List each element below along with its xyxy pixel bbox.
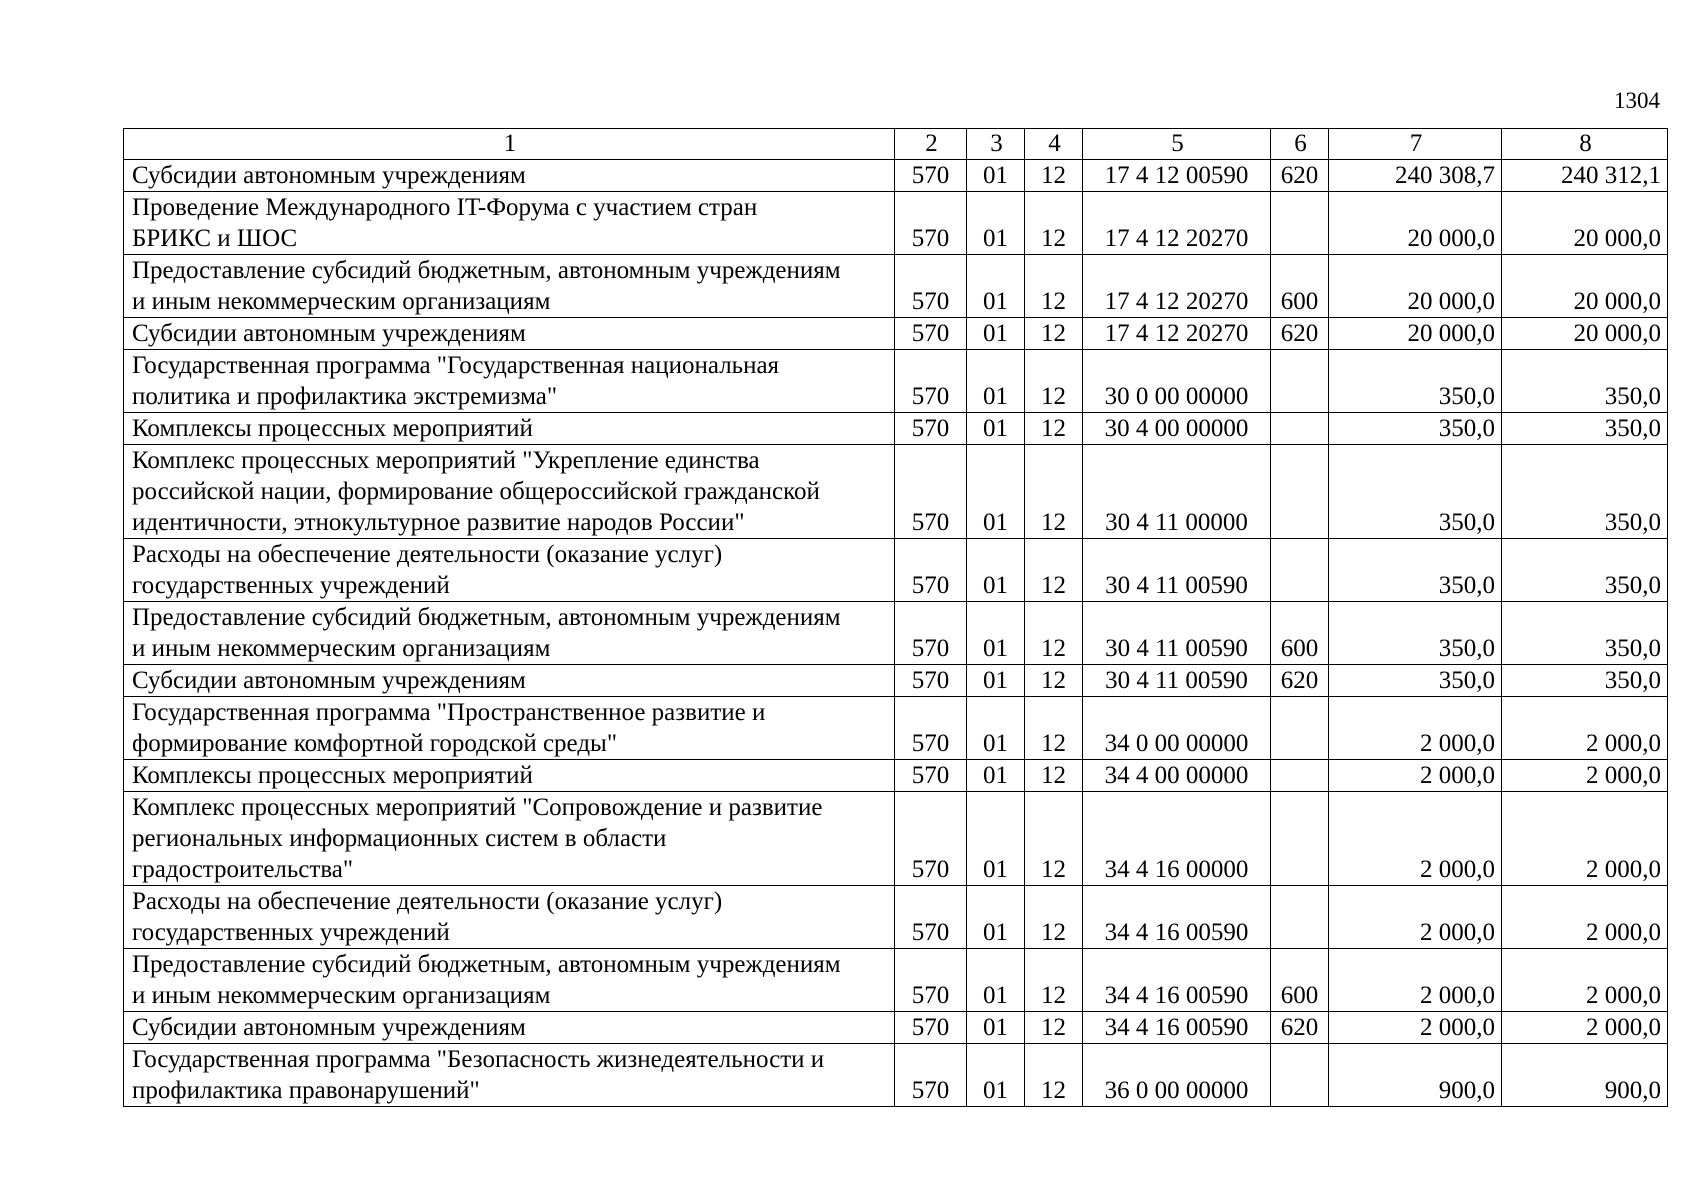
section-cell: 01 [967,1012,1025,1044]
page-number: 1304 [1614,88,1660,113]
target-article-cell: 34 4 16 00590 [1083,1012,1271,1044]
subsection-cell: 12 [1025,160,1083,192]
amount-year2-cell: 2 000,0 [1502,792,1668,886]
table-row [124,602,1668,665]
description-cell [124,697,895,760]
header-cell-6: 6 [1271,129,1329,160]
section-cell: 01 [967,886,1025,949]
description-line: Расходы на обеспечение деятельности (оказание услуг) [132,888,723,915]
expense-type-cell [1271,413,1329,445]
expense-type-cell [1271,697,1329,760]
target-article-cell: 30 0 00 00000 [1083,350,1271,413]
table-row [124,949,1668,1012]
section-cell: 01 [967,192,1025,255]
header-cell-8: 8 [1502,129,1668,160]
section-cell: 01 [967,792,1025,886]
amount-year1-cell: 900,0 [1329,1044,1502,1107]
code-cell: 570 [895,350,967,413]
section-cell: 01 [967,350,1025,413]
description-line: и иным некоммерческим организациям [132,288,551,315]
description-line: Предоставление субсидий бюджетным, автономным учреждениям [132,257,841,284]
section-cell: 01 [967,445,1025,539]
description-line: и иным некоммерческим организациям [132,982,551,1009]
amount-year1-cell: 2 000,0 [1329,760,1502,792]
description-line: Предоставление субсидий бюджетным, автономным учреждениям [132,604,841,631]
table-row [124,160,1668,192]
target-article-cell: 34 4 00 00000 [1083,760,1271,792]
amount-year2-cell: 2 000,0 [1502,697,1668,760]
target-article-cell: 30 4 11 00590 [1083,602,1271,665]
table-row [124,539,1668,602]
code-cell: 570 [895,949,967,1012]
amount-year1-cell: 20 000,0 [1329,255,1502,318]
amount-year1-cell: 2 000,0 [1329,949,1502,1012]
table-row [124,760,1668,792]
target-article-cell: 30 4 11 00590 [1083,539,1271,602]
section-cell: 01 [967,949,1025,1012]
description-cell [124,949,895,1012]
expense-type-cell: 600 [1271,602,1329,665]
subsection-cell: 12 [1025,697,1083,760]
target-article-cell: 17 4 12 20270 [1083,192,1271,255]
description-line: Субсидии автономным учреждениям [132,1014,526,1041]
table-row [124,886,1668,949]
description-cell [124,886,895,949]
amount-year2-cell: 2 000,0 [1502,949,1668,1012]
target-article-cell: 17 4 12 00590 [1083,160,1271,192]
subsection-cell: 12 [1025,1012,1083,1044]
code-cell: 570 [895,192,967,255]
expense-type-cell [1271,1044,1329,1107]
header-cell-2: 2 [895,129,967,160]
target-article-cell: 34 0 00 00000 [1083,697,1271,760]
subsection-cell: 12 [1025,760,1083,792]
description-line: Субсидии автономным учреждениям [132,320,526,347]
target-article-cell: 30 4 00 00000 [1083,413,1271,445]
code-cell: 570 [895,445,967,539]
description-line: государственных учреждений [132,572,450,599]
subsection-cell: 12 [1025,949,1083,1012]
header-cell-1: 1 [124,129,895,160]
section-cell: 01 [967,255,1025,318]
amount-year2-cell: 20 000,0 [1502,318,1668,350]
amount-year2-cell: 2 000,0 [1502,1012,1668,1044]
subsection-cell: 12 [1025,413,1083,445]
target-article-cell: 30 4 11 00000 [1083,445,1271,539]
amount-year2-cell: 350,0 [1502,602,1668,665]
expense-type-cell: 620 [1271,318,1329,350]
amount-year2-cell: 20 000,0 [1502,192,1668,255]
target-article-cell: 17 4 12 20270 [1083,255,1271,318]
amount-year1-cell: 350,0 [1329,445,1502,539]
expense-type-cell: 600 [1271,255,1329,318]
expense-type-cell [1271,760,1329,792]
description-line: Комплексы процессных мероприятий [132,762,533,789]
description-line: Комплекс процессных мероприятий "Сопровождение и развитие [132,794,823,821]
description-cell [124,539,895,602]
description-cell [124,160,895,192]
header-cell-5: 5 [1083,129,1271,160]
code-cell: 570 [895,602,967,665]
expense-type-cell: 600 [1271,949,1329,1012]
description-cell [124,792,895,886]
budget-table [123,128,1668,1107]
subsection-cell: 12 [1025,1044,1083,1107]
code-cell: 570 [895,160,967,192]
amount-year1-cell: 20 000,0 [1329,318,1502,350]
table-row [124,413,1668,445]
section-cell: 01 [967,665,1025,697]
description-cell [124,760,895,792]
code-cell: 570 [895,255,967,318]
target-article-cell: 34 4 16 00590 [1083,949,1271,1012]
target-article-cell: 30 4 11 00590 [1083,665,1271,697]
description-line: и иным некоммерческим организациям [132,635,551,662]
code-cell: 570 [895,413,967,445]
amount-year2-cell: 350,0 [1502,350,1668,413]
description-line: формирование комфортной городской среды" [132,730,618,757]
table-header-row [124,129,1668,160]
description-line: Комплекс процессных мероприятий "Укрепление единства [132,447,760,474]
description-line: Государственная программа "Государственная национальная [132,352,780,379]
subsection-cell: 12 [1025,318,1083,350]
table-row [124,1012,1668,1044]
expense-type-cell [1271,192,1329,255]
description-line: Государственная программа "Безопасность жизнедеятельности и [132,1046,825,1073]
subsection-cell: 12 [1025,792,1083,886]
amount-year2-cell: 900,0 [1502,1044,1668,1107]
description-cell [124,665,895,697]
target-article-cell: 17 4 12 20270 [1083,318,1271,350]
amount-year1-cell: 2 000,0 [1329,886,1502,949]
table-row [124,1044,1668,1107]
expense-type-cell [1271,539,1329,602]
description-line: профилактика правонарушений" [132,1077,480,1104]
subsection-cell: 12 [1025,602,1083,665]
target-article-cell: 34 4 16 00000 [1083,792,1271,886]
header-cell-7: 7 [1329,129,1502,160]
amount-year2-cell: 350,0 [1502,413,1668,445]
expense-type-cell: 620 [1271,665,1329,697]
description-cell [124,413,895,445]
description-cell [124,255,895,318]
description-cell [124,192,895,255]
description-cell [124,1012,895,1044]
description-cell [124,445,895,539]
expense-type-cell [1271,886,1329,949]
description-line: БРИКС и ШОС [132,225,298,252]
description-line: региональных информационных систем в области [132,825,667,852]
amount-year1-cell: 2 000,0 [1329,1012,1502,1044]
amount-year2-cell: 350,0 [1502,665,1668,697]
target-article-cell: 36 0 00 00000 [1083,1044,1271,1107]
header-cell-3: 3 [967,129,1025,160]
code-cell: 570 [895,760,967,792]
code-cell: 570 [895,1012,967,1044]
description-line: российской нации, формирование общероссийской гражданской [132,478,820,505]
subsection-cell: 12 [1025,350,1083,413]
table-row [124,445,1668,539]
amount-year1-cell: 240 308,7 [1329,160,1502,192]
amount-year1-cell: 350,0 [1329,539,1502,602]
table-row [124,665,1668,697]
section-cell: 01 [967,1044,1025,1107]
expense-type-cell: 620 [1271,1012,1329,1044]
description-cell [124,1044,895,1107]
code-cell: 570 [895,886,967,949]
subsection-cell: 12 [1025,445,1083,539]
section-cell: 01 [967,318,1025,350]
amount-year2-cell: 2 000,0 [1502,886,1668,949]
amount-year1-cell: 350,0 [1329,413,1502,445]
expense-type-cell: 620 [1271,160,1329,192]
code-cell: 570 [895,665,967,697]
expense-type-cell [1271,445,1329,539]
amount-year2-cell: 350,0 [1502,539,1668,602]
description-line: политика и профилактика экстремизма" [132,383,558,410]
subsection-cell: 12 [1025,886,1083,949]
code-cell: 570 [895,792,967,886]
amount-year1-cell: 2 000,0 [1329,792,1502,886]
description-line: Проведение Международного IT-Форума с участием стран [132,194,758,221]
code-cell: 570 [895,697,967,760]
description-cell [124,318,895,350]
amount-year2-cell: 350,0 [1502,445,1668,539]
subsection-cell: 12 [1025,255,1083,318]
section-cell: 01 [967,697,1025,760]
table-row [124,350,1668,413]
code-cell: 570 [895,539,967,602]
description-line: идентичности, этнокультурное развитие народов России" [132,509,745,536]
amount-year1-cell: 2 000,0 [1329,697,1502,760]
table-body [124,129,1668,1107]
table-row [124,697,1668,760]
table-row [124,792,1668,886]
amount-year1-cell: 350,0 [1329,665,1502,697]
description-line: Субсидии автономным учреждениям [132,667,526,694]
description-line: Предоставление субсидий бюджетным, автономным учреждениям [132,951,841,978]
amount-year1-cell: 350,0 [1329,602,1502,665]
amount-year1-cell: 20 000,0 [1329,192,1502,255]
description-line: Расходы на обеспечение деятельности (оказание услуг) [132,541,723,568]
table-row [124,192,1668,255]
section-cell: 01 [967,160,1025,192]
description-line: государственных учреждений [132,919,450,946]
table-row [124,318,1668,350]
subsection-cell: 12 [1025,539,1083,602]
subsection-cell: 12 [1025,192,1083,255]
amount-year2-cell: 20 000,0 [1502,255,1668,318]
description-line: Государственная программа "Пространственное развитие и [132,699,766,726]
target-article-cell: 34 4 16 00590 [1083,886,1271,949]
section-cell: 01 [967,539,1025,602]
expense-type-cell [1271,350,1329,413]
code-cell: 570 [895,1044,967,1107]
section-cell: 01 [967,760,1025,792]
table-row [124,255,1668,318]
section-cell: 01 [967,413,1025,445]
amount-year2-cell: 2 000,0 [1502,760,1668,792]
header-cell-4: 4 [1025,129,1083,160]
description-line: Комплексы процессных мероприятий [132,415,533,442]
amount-year1-cell: 350,0 [1329,350,1502,413]
description-cell [124,350,895,413]
amount-year2-cell: 240 312,1 [1502,160,1668,192]
section-cell: 01 [967,602,1025,665]
description-line: градостроительства" [132,856,354,883]
description-line: Субсидии автономным учреждениям [132,162,526,189]
subsection-cell: 12 [1025,665,1083,697]
description-cell [124,602,895,665]
code-cell: 570 [895,318,967,350]
expense-type-cell [1271,792,1329,886]
